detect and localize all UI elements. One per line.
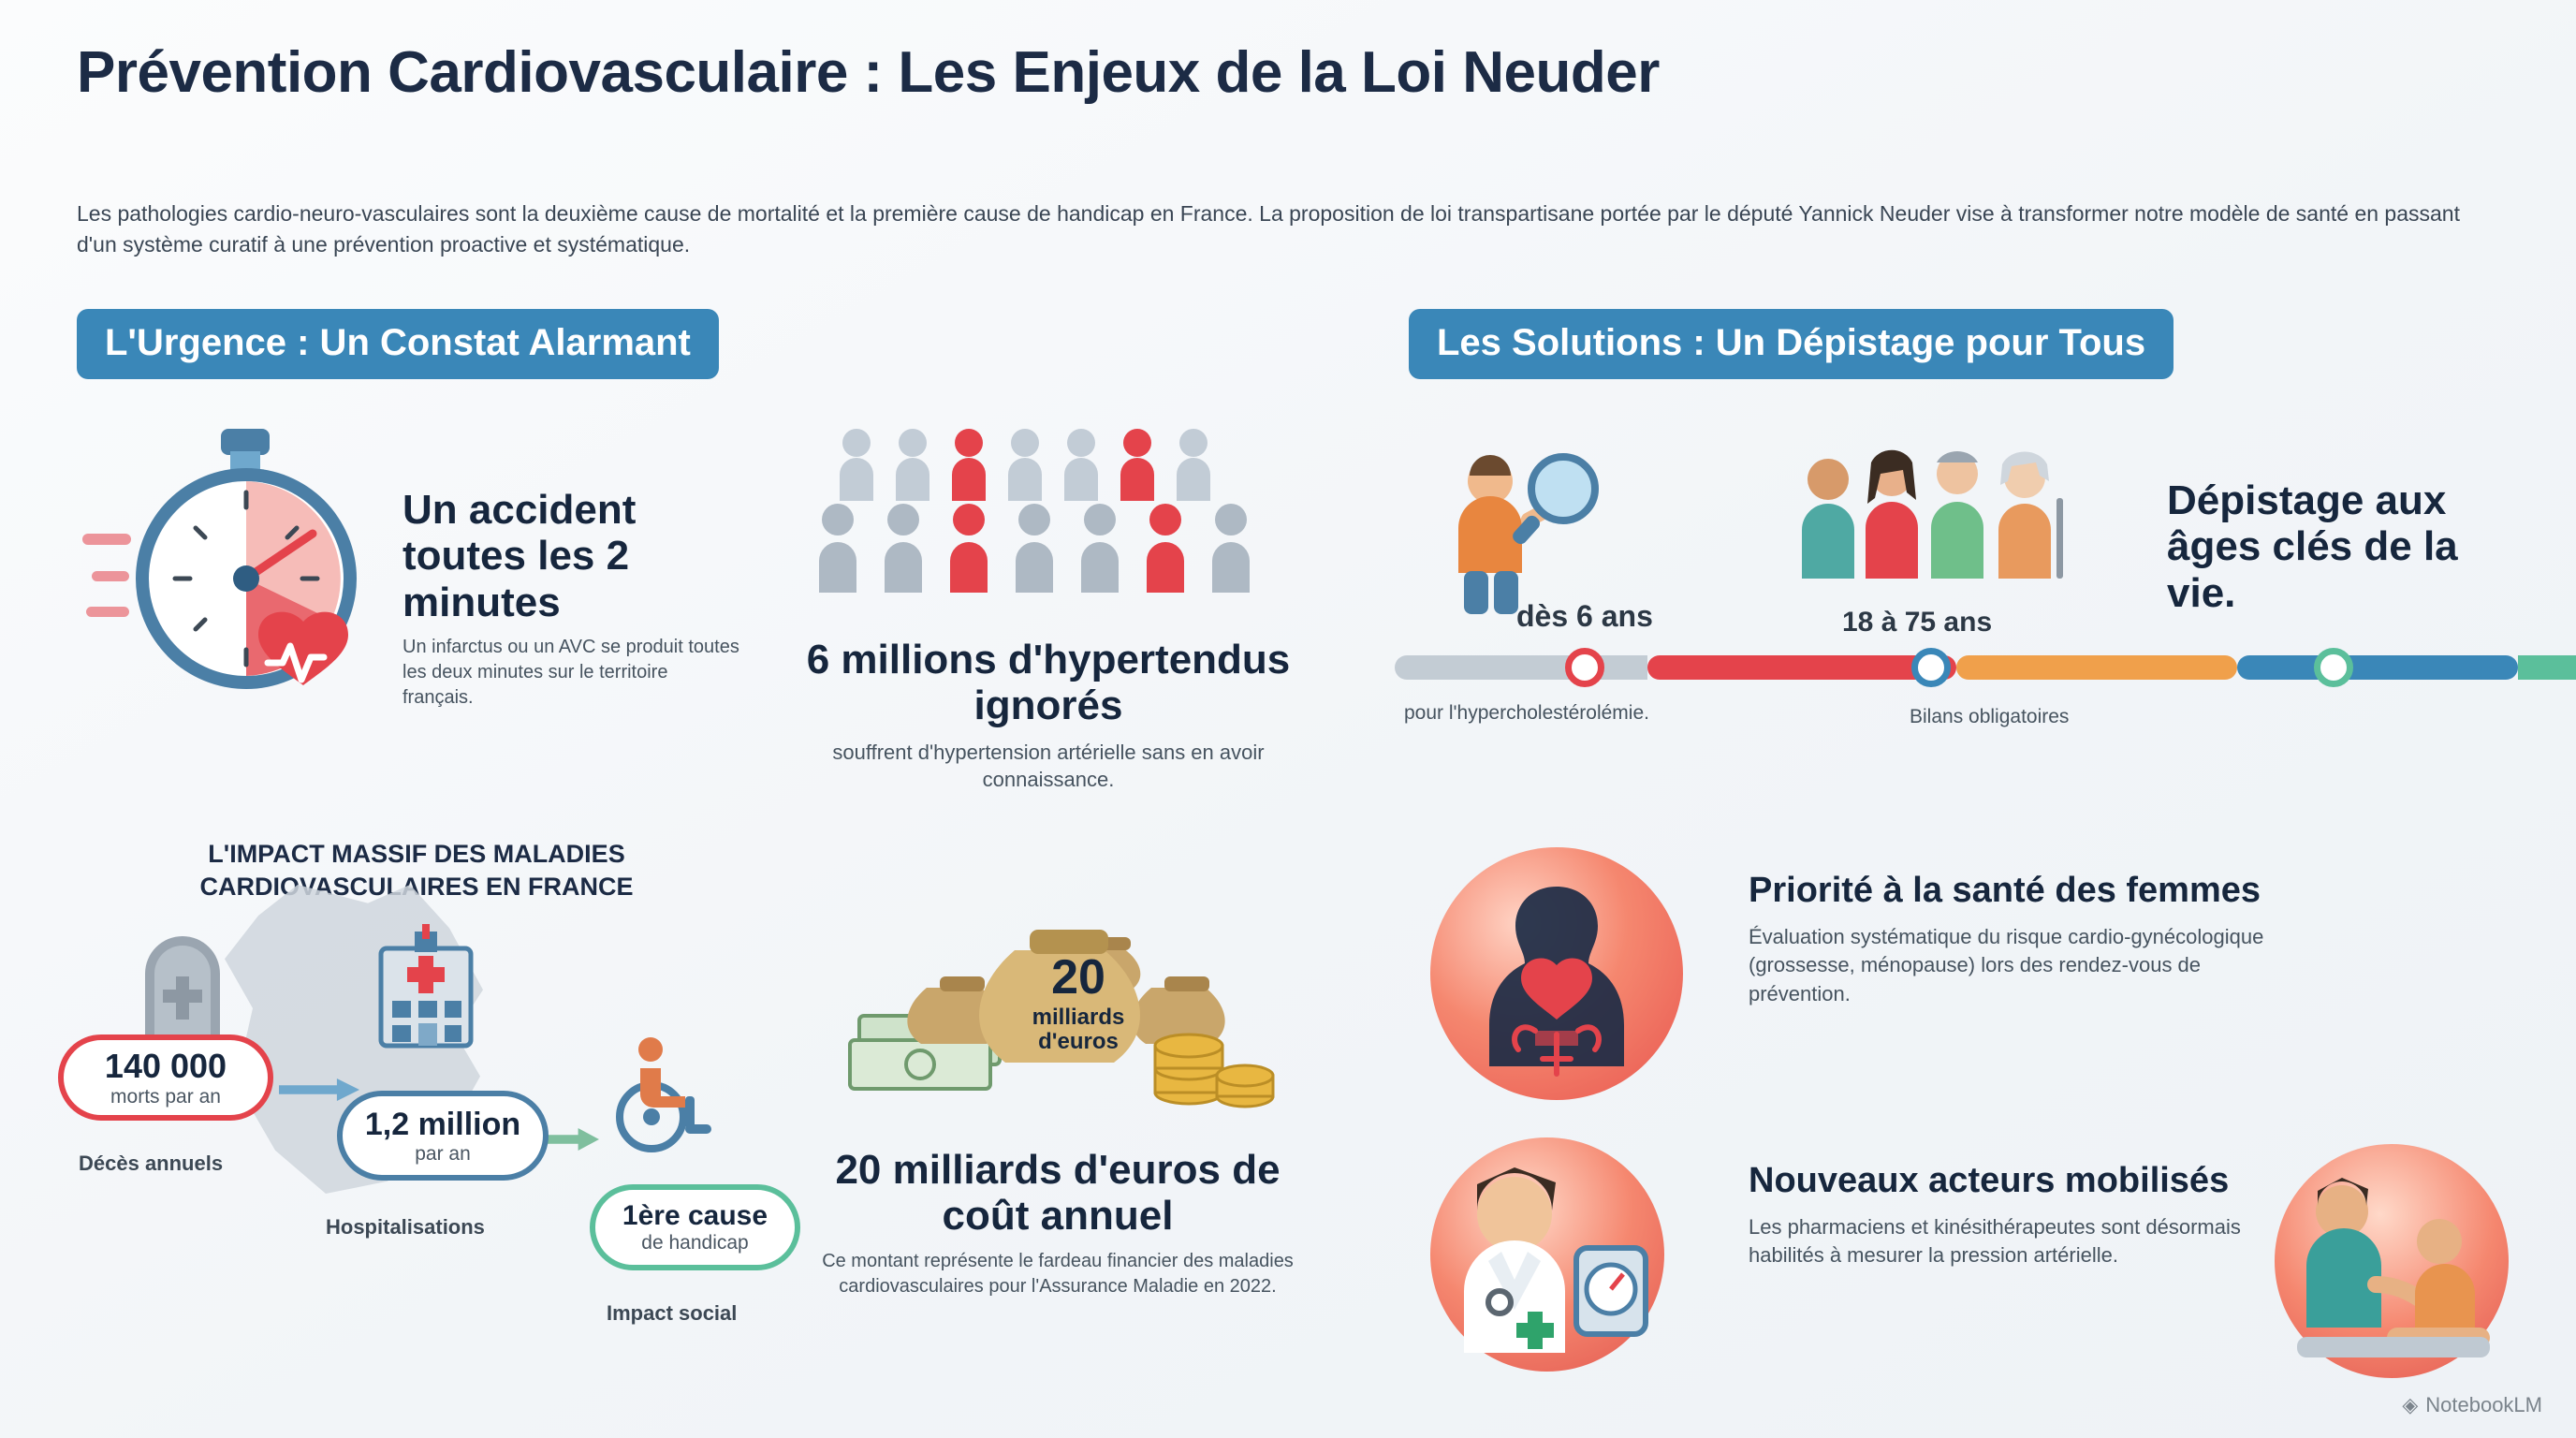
impact-node-handicap — [590, 1184, 800, 1270]
wheelchair-icon — [599, 1034, 721, 1161]
cost-body: Ce montant représente le fardeau financier des maladies cardiovasculaires pour l'Assurance Maladie en 2022. — [822, 1250, 1294, 1297]
screening-headline: Dépistage aux âges clés de la vie. — [2167, 477, 2458, 616]
section-heading-solutions: Les Solutions : Un Dépistage pour Tous — [1409, 309, 2174, 379]
cost-badge-unit: milliards d'euros — [1032, 1004, 1125, 1054]
pharmacist-illustration — [1430, 1137, 1664, 1372]
impact-node-deaths-value: 140 000 — [104, 1047, 227, 1085]
timeline-segment-3 — [1956, 655, 2237, 680]
impact-caption-deaths: Décès annuels — [79, 1152, 224, 1175]
age-child-label: dès 6 ans — [1516, 599, 1653, 633]
timeline-node-child — [1565, 648, 1604, 687]
section-heading-urgency: L'Urgence : Un Constat Alarmant — [77, 309, 719, 379]
crowd-icon — [800, 426, 1287, 646]
crowd-headline: 6 millions d'hypertendus ignorés — [806, 637, 1291, 729]
womens-health-body: Évaluation systématique du risque cardio-gynécologique (grossesse, ménopause) lors des rendez-vous de prévention. — [1749, 924, 2264, 1006]
cost-badge — [1008, 936, 1149, 1067]
notebooklm-watermark — [2402, 1393, 2542, 1417]
timeline-segment-4 — [2237, 655, 2518, 680]
cost-headline: 20 milliards d'euros de coût annuel — [835, 1147, 1281, 1240]
impact-node-hospital-unit: par an — [415, 1142, 471, 1165]
impact-title: L'IMPACT MASSIF DES MALADIES CARDIOVASCULAIRES EN FRANCE — [199, 840, 634, 902]
page-title: Prévention Cardiovasculaire : Les Enjeux de la Loi Neuder — [77, 40, 1660, 105]
crowd-body: souffrent d'hypertension artérielle sans en avoir connaissance. — [832, 740, 1265, 792]
crowd-text-block — [777, 637, 1320, 794]
cost-badge-value: 20 — [1051, 949, 1105, 1005]
stopwatch-headline: Un accident toutes les 2 minutes — [402, 487, 637, 625]
timeline-segment-1 — [1395, 655, 1647, 680]
womens-health-headline: Priorité à la santé des femmes — [1749, 871, 2261, 910]
impact-node-handicap-unit: de handicap — [641, 1232, 749, 1254]
womens-health-illustration — [1430, 847, 1683, 1100]
adults-group-icon — [1793, 448, 2083, 602]
impact-node-hospital-value: 1,2 million — [364, 1106, 521, 1142]
womens-health-text-block — [1749, 871, 2273, 1009]
impact-node-deaths — [58, 1034, 273, 1121]
new-actors-headline: Nouveaux acteurs mobilisés — [1749, 1161, 2230, 1200]
stopwatch-body: Un infarctus ou un AVC se produit toutes les deux minutes sur le territoire français. — [402, 636, 739, 708]
intro-paragraph: Les pathologies cardio-neuro-vasculaires sont la deuxième cause de mortalité et la première cause de handicap en France. La proposition de loi transpartisane portée par le député Yannick Neuder vise à transformer notre modèle de santé en passant d'un système curatif à une prévention proactive et systématique. — [77, 201, 2460, 257]
new-actors-body: Les pharmaciens et kinésithérapeutes sont désormais habilités à mesurer la pression artérielle. — [1749, 1214, 2241, 1268]
new-actors-text-block — [1749, 1161, 2273, 1270]
screening-text-block — [2167, 477, 2523, 616]
notebooklm-icon: ◈ — [2402, 1393, 2419, 1416]
age-child-note: pour l'hypercholestérolémie. — [1404, 702, 1649, 724]
cost-text-block — [814, 1147, 1301, 1299]
age-adult-label: 18 à 75 ans — [1842, 607, 1993, 638]
impact-node-handicap-value: 1ère cause — [622, 1200, 768, 1231]
tombstone-icon — [122, 922, 243, 1049]
impact-caption-hospital: Hospitalisations — [326, 1215, 485, 1239]
physiotherapist-illustration — [2275, 1144, 2509, 1378]
timeline-node-adult — [1911, 648, 1951, 687]
age-adult-note: Bilans obligatoires — [1910, 706, 2070, 727]
stopwatch-icon — [82, 421, 401, 707]
timeline-segment-2 — [1647, 655, 1956, 680]
stopwatch-text-block — [402, 487, 739, 711]
hospital-icon — [360, 922, 491, 1058]
impact-node-hospital — [337, 1091, 549, 1181]
notebooklm-label: NotebookLM — [2425, 1393, 2542, 1416]
timeline-node-senior — [2314, 648, 2353, 687]
impact-node-deaths-unit: morts par an — [110, 1086, 221, 1108]
timeline-segment-5 — [2518, 655, 2576, 680]
impact-caption-handicap: Impact social — [607, 1301, 738, 1325]
